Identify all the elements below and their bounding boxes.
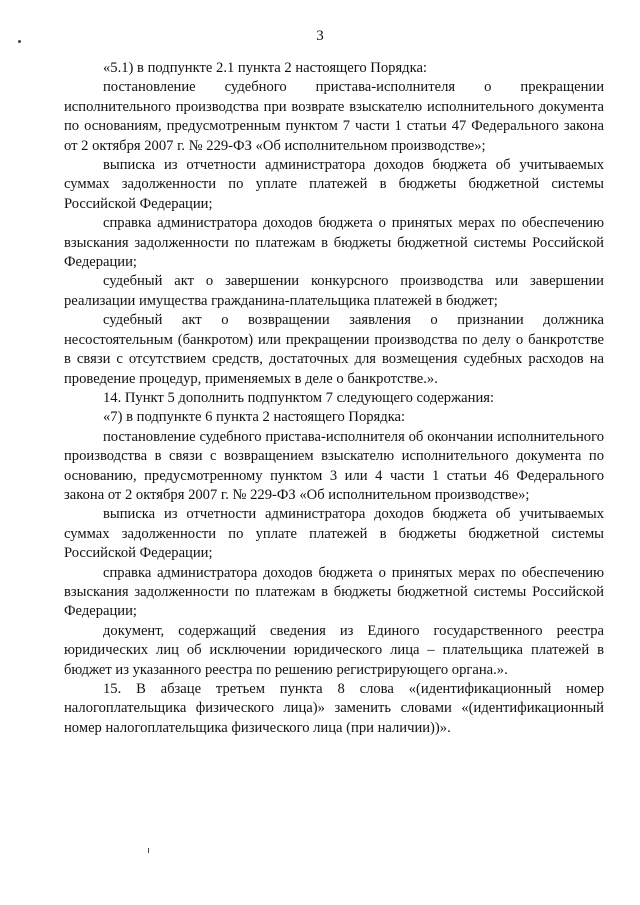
document-body	[64, 59, 604, 738]
paragraph: «7) в подпункте 6 пункта 2 настоящего Порядка:	[103, 409, 406, 426]
paragraph: постановление судебного пристава-исполнителя об окончании исполнительного производства в связи с возвращением взыскателю исполнительного документа по основанию, предусмотренному пунктом 3 или 4 части 1 статьи 46 Федерального закона от 2 октября 2007 г. № 229-ФЗ «Об исполнительном производстве»;	[64, 428, 604, 503]
scan-speck	[148, 848, 149, 853]
paragraph: судебный акт о завершении конкурсного производства или завершении реализации имущества гражданина-плательщика платежей в бюджет;	[64, 273, 604, 309]
paragraph: 14. Пункт 5 дополнить подпунктом 7 следующего содержания:	[103, 389, 495, 406]
paragraph: справка администратора доходов бюджета о принятых мерах по обеспечению взыскания задолженности по платежам в бюджеты бюджетной системы Российской Федерации;	[64, 564, 604, 620]
paragraph: выписка из отчетности администратора доходов бюджета об учитываемых суммах задолженности по уплате платежей в бюджеты бюджетной системы Российской Федерации;	[64, 506, 604, 562]
paragraph: 15. В абзаце третьем пункта 8 слова «(идентификационный номер налогоплательщика физического лица)» заменить словами «(идентификационный номер налогоплательщика физического лица (при наличии))».	[64, 681, 604, 736]
page-number: 3	[316, 28, 324, 44]
paragraph: выписка из отчетности администратора доходов бюджета об учитываемых суммах задолженности по уплате платежей в бюджеты бюджетной системы Российской Федерации;	[64, 157, 604, 212]
paragraph: судебный акт о возвращении заявления о признании должника несостоятельным (банкротом) или прекращении производства по делу о банкротстве в связи с отсутствием средств, достаточных для возмещения судебных расходов на проведение процедур, применяемых в деле о банкротстве.».	[64, 312, 604, 387]
paragraph: документ, содержащий сведения из Единого государственного реестра юридических лиц об исключении юридического лица – плательщика платежей в бюджет из указанного реестра по решению регистрирующего органа.».	[64, 622, 604, 678]
paragraph: постановление судебного пристава-исполнителя о прекращении исполнительного производства при возврате взыскателю исполнительного документа по основаниям, предусмотренным пунктом 7 части 1 статьи 47 Федерального закона от 2 октября 2007 г. № 229-ФЗ «Об исполнительном производстве»;	[64, 79, 604, 154]
paragraph: справка администратора доходов бюджета о принятых мерах по обеспечению взыскания задолженности по платежам в бюджеты бюджетной системы Российской Федерации;	[64, 215, 604, 271]
paragraph: «5.1) в подпункте 2.1 пункта 2 настоящего Порядка:	[103, 60, 427, 76]
